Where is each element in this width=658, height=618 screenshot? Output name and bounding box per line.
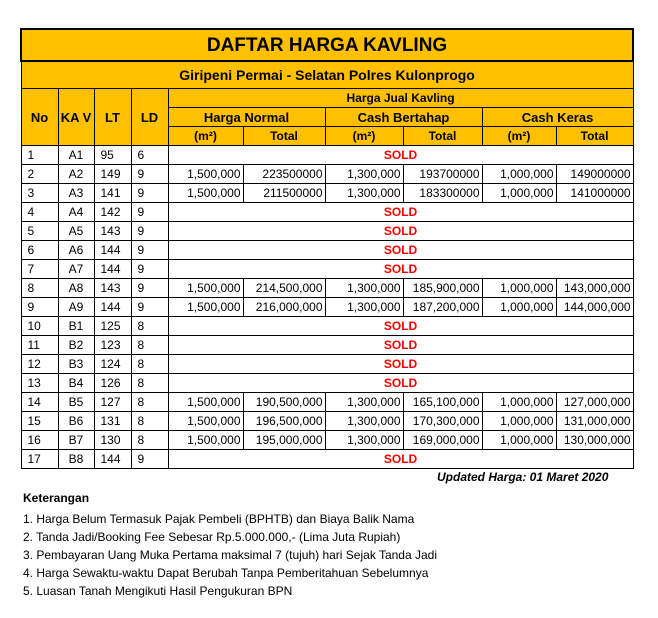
page-title: DAFTAR HARGA KAVLING [21,29,633,61]
col-header-kav: KA V [58,89,94,146]
col-header-cash-bertahap: Cash Bertahap [325,108,482,127]
cell-kav: B4 [58,374,94,393]
table-row [21,146,633,165]
cell-cash-bertahap-total: 170,300,000 [403,412,482,431]
note-item: 4. Harga Sewaktu-waktu Dapat Berubah Tanpa Pemberitahuan Sebelumnya [23,566,429,580]
sold-label: SOLD [168,146,633,165]
cell-ld: 9 [131,165,168,184]
cell-no: 16 [21,431,58,450]
cell-lt: 144 [94,450,131,469]
cell-no: 2 [21,165,58,184]
cell-kav: B2 [58,336,94,355]
cell-no: 12 [21,355,58,374]
cell-cash-keras-total: 143,000,000 [556,279,633,298]
cell-ld: 9 [131,279,168,298]
cell-ld: 8 [131,393,168,412]
table-row [21,279,633,298]
cell-lt: 131 [94,412,131,431]
cell-harga-normal-m2: 1,500,000 [168,298,243,317]
col-header-harga-normal: Harga Normal [168,108,325,127]
cell-cash-bertahap-total: 185,900,000 [403,279,482,298]
cell-cash-keras-total: 144,000,000 [556,298,633,317]
cell-no: 11 [21,336,58,355]
col-header-cash-keras: Cash Keras [482,108,633,127]
notes-title: Keterangan [23,491,90,505]
cell-no: 9 [21,298,58,317]
cell-kav: A6 [58,241,94,260]
cell-no: 7 [21,260,58,279]
table-row [21,241,633,260]
sold-label: SOLD [168,203,633,222]
cell-no: 17 [21,450,58,469]
cell-harga-normal-total: 195,000,000 [243,431,325,450]
table-row [21,374,633,393]
col-header-no: No [21,89,58,146]
cell-cash-bertahap-total: 193700000 [403,165,482,184]
cell-cash-keras-total: 131,000,000 [556,412,633,431]
col-header-ck-m2: (m²) [482,127,556,146]
cell-no: 15 [21,412,58,431]
table-row [21,450,633,469]
note-item: 1. Harga Belum Termasuk Pajak Pembeli (BPHTB) dan Biaya Balik Nama [23,512,415,526]
cell-cash-bertahap-total: 183300000 [403,184,482,203]
cell-ld: 9 [131,450,168,469]
cell-harga-normal-m2: 1,500,000 [168,412,243,431]
cell-no: 4 [21,203,58,222]
cell-lt: 126 [94,374,131,393]
sold-label: SOLD [168,241,633,260]
cell-ld: 9 [131,298,168,317]
cell-cash-keras-total: 130,000,000 [556,431,633,450]
col-header-ck-total: Total [556,127,633,146]
cell-lt: 125 [94,317,131,336]
table-row [21,317,633,336]
table-row [21,222,633,241]
cell-harga-normal-m2: 1,500,000 [168,279,243,298]
table-row [21,336,633,355]
sold-label: SOLD [168,317,633,336]
table-row [21,203,633,222]
cell-cash-keras-m2: 1,000,000 [482,165,556,184]
cell-ld: 8 [131,336,168,355]
col-header-hn-total: Total [243,127,325,146]
cell-cash-keras-total: 127,000,000 [556,393,633,412]
cell-harga-normal-total: 223500000 [243,165,325,184]
cell-harga-normal-total: 214,500,000 [243,279,325,298]
cell-lt: 143 [94,279,131,298]
cell-cash-bertahap-total: 165,100,000 [403,393,482,412]
cell-cash-keras-total: 141000000 [556,184,633,203]
price-table [20,28,634,469]
cell-cash-bertahap-m2: 1,300,000 [325,393,403,412]
cell-ld: 8 [131,374,168,393]
cell-lt: 144 [94,298,131,317]
sold-label: SOLD [168,450,633,469]
sold-label: SOLD [168,336,633,355]
cell-harga-normal-total: 216,000,000 [243,298,325,317]
cell-cash-keras-m2: 1,000,000 [482,393,556,412]
cell-kav: B6 [58,412,94,431]
cell-lt: 127 [94,393,131,412]
table-row [21,355,633,374]
col-header-hn-m2: (m²) [168,127,243,146]
cell-lt: 123 [94,336,131,355]
cell-lt: 143 [94,222,131,241]
cell-ld: 8 [131,355,168,374]
cell-no: 5 [21,222,58,241]
cell-no: 6 [21,241,58,260]
cell-harga-normal-total: 190,500,000 [243,393,325,412]
table-row [21,260,633,279]
cell-ld: 9 [131,222,168,241]
sold-label: SOLD [168,355,633,374]
cell-no: 8 [21,279,58,298]
cell-harga-normal-total: 211500000 [243,184,325,203]
cell-lt: 144 [94,260,131,279]
cell-cash-bertahap-total: 169,000,000 [403,431,482,450]
cell-no: 1 [21,146,58,165]
note-item: 3. Pembayaran Uang Muka Pertama maksimal 7 (tujuh) hari Sejak Tanda Jadi [23,548,437,562]
cell-kav: A2 [58,165,94,184]
cell-cash-keras-m2: 1,000,000 [482,431,556,450]
cell-harga-normal-m2: 1,500,000 [168,431,243,450]
cell-cash-bertahap-m2: 1,300,000 [325,298,403,317]
cell-cash-keras-total: 149000000 [556,165,633,184]
cell-lt: 149 [94,165,131,184]
cell-kav: B5 [58,393,94,412]
table-row [21,412,633,431]
col-header-cb-total: Total [403,127,482,146]
page-subtitle: Giripeni Permai - Selatan Polres Kulonprogo [21,61,633,89]
col-header-harga-jual: Harga Jual Kavling [168,89,633,108]
cell-lt: 130 [94,431,131,450]
cell-ld: 6 [131,146,168,165]
table-row [21,393,633,412]
cell-kav: A9 [58,298,94,317]
table-row [21,431,633,450]
cell-lt: 124 [94,355,131,374]
table-row [21,165,633,184]
cell-no: 13 [21,374,58,393]
sold-label: SOLD [168,222,633,241]
cell-kav: B3 [58,355,94,374]
cell-kav: B7 [58,431,94,450]
price-list-sheet [20,28,632,469]
note-item: 5. Luasan Tanah Mengikuti Hasil Pengukuran BPN [23,584,293,598]
col-header-cb-m2: (m²) [325,127,403,146]
cell-cash-bertahap-m2: 1,300,000 [325,165,403,184]
cell-no: 10 [21,317,58,336]
cell-ld: 8 [131,412,168,431]
cell-ld: 8 [131,431,168,450]
table-row [21,184,633,203]
cell-cash-keras-m2: 1,000,000 [482,279,556,298]
cell-cash-bertahap-total: 187,200,000 [403,298,482,317]
cell-cash-bertahap-m2: 1,300,000 [325,184,403,203]
cell-lt: 141 [94,184,131,203]
cell-cash-bertahap-m2: 1,300,000 [325,412,403,431]
cell-lt: 95 [94,146,131,165]
cell-cash-keras-m2: 1,000,000 [482,184,556,203]
cell-cash-keras-m2: 1,000,000 [482,298,556,317]
cell-no: 3 [21,184,58,203]
cell-kav: A7 [58,260,94,279]
sold-label: SOLD [168,260,633,279]
cell-harga-normal-m2: 1,500,000 [168,184,243,203]
cell-kav: A3 [58,184,94,203]
cell-kav: A8 [58,279,94,298]
sold-label: SOLD [168,374,633,393]
cell-kav: B8 [58,450,94,469]
updated-date: Updated Harga: 01 Maret 2020 [437,470,609,484]
cell-harga-normal-m2: 1,500,000 [168,165,243,184]
cell-lt: 142 [94,203,131,222]
notes-section [23,489,437,600]
cell-ld: 9 [131,241,168,260]
cell-kav: B1 [58,317,94,336]
cell-harga-normal-m2: 1,500,000 [168,393,243,412]
cell-kav: A5 [58,222,94,241]
cell-lt: 144 [94,241,131,260]
cell-ld: 8 [131,317,168,336]
cell-no: 14 [21,393,58,412]
table-row [21,298,633,317]
cell-ld: 9 [131,260,168,279]
cell-ld: 9 [131,203,168,222]
cell-cash-keras-m2: 1,000,000 [482,412,556,431]
cell-cash-bertahap-m2: 1,300,000 [325,431,403,450]
col-header-ld: LD [131,89,168,146]
cell-harga-normal-total: 196,500,000 [243,412,325,431]
cell-kav: A1 [58,146,94,165]
note-item: 2. Tanda Jadi/Booking Fee Sebesar Rp.5.000.000,- (Lima Juta Rupiah) [23,530,401,544]
cell-cash-bertahap-m2: 1,300,000 [325,279,403,298]
cell-kav: A4 [58,203,94,222]
cell-ld: 9 [131,184,168,203]
col-header-lt: LT [94,89,131,146]
